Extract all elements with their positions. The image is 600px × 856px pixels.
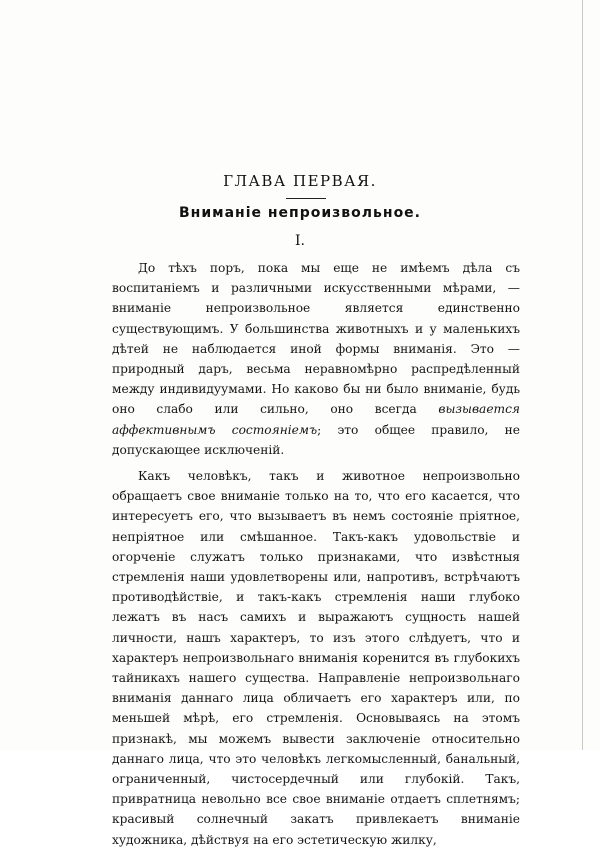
page-edge-line [582,0,583,750]
paragraph-text: ; это общее правило, не допускающее исключеній. [112,422,520,457]
section-number: I. [295,233,305,249]
paragraph-emphasis: вызывается аффективнымъ состояніемъ [112,402,520,437]
chapter-title: ГЛАВА ПЕРВАЯ. [223,172,377,190]
section-heading: Вниманіе непроизвольное. [179,205,421,221]
paragraph-text: Какъ человѣкъ, такъ и животное непроизвольно обращаетъ свое вниманіе только на то, что его касается, что интересуетъ его, что вызываетъ въ немъ состояніе пріятное, непріятное или смѣшанное. Такъ-какъ удовольствіе и огорченіе служатъ только признаками, что извѣстныя стремленія наши удовлетворены или, напротивъ, встрѣчаютъ противодѣйствіе, и такъ-какъ стремленія наши глубоко лежатъ въ насъ самихъ и выражаютъ сущность нашей личности, нашъ характеръ, то изъ этого слѣдуетъ, что и характеръ непроизвольнаго вниманія коренится въ глубокихъ тайникахъ нашего существа. Направленіе непроизвольнаго вниманія даннаго лица обличаетъ его характеръ или, по меньшей мѣрѣ, его стремленія. Основываясь на этомъ признакѣ, мы можемъ вывести заключеніе относительно даннаго лица, что это человѣкъ легкомысленный, банальный, ограниченный, чистосердечный или глубокій. Такъ, привратница невольно все свое вниманіе отдаетъ сплетнямъ; красивый солнечный закатъ привлекаетъ вниманіе художника, дѣйствуя на его эстетическую жилку, [112,469,520,847]
paragraph-text: До тѣхъ поръ, пока мы еще не имѣемъ дѣла съ воспитаніемъ и различными искусственными мѣрами, — вниманіе непроизвольное является единственно существующимъ. У большинства животныхъ и у маленькихъ дѣтей не наблюдается иной формы вниманія. Это — природный даръ, весьма неравномѣрно распредѣленный между индивидуумами. Но каково бы ни было вниманіе, будь оно слабо или сильно, оно всегда [112,261,520,417]
paragraph-2 [112,466,520,850]
body-text [112,258,520,856]
paragraph-1 [112,258,520,460]
title-divider [286,198,326,199]
